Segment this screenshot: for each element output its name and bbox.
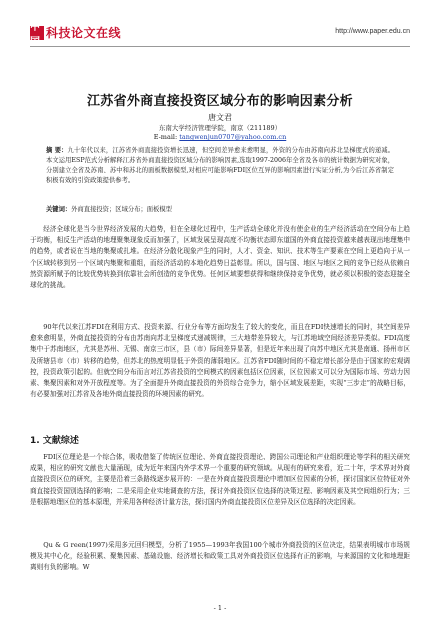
keywords-label: 关键词：	[46, 206, 72, 213]
keywords	[46, 205, 394, 215]
header-divider	[30, 46, 410, 47]
abstract-text: 九十年代以来，江苏省外商直接投资增长迅速，但空间差异愈来愈明显，外资的分布由苏南向苏北呈梯度式的递减。本文运用ESP范式分析解释江苏省外商直接投资区域分布的影响因素,选取1997-2006年全省及各市的统计数据为研究对象，分别建立全省及苏南、苏中和苏北的面板数据模型,对相应可能影响FDI区位互异的影响因素进行实证分析,为今后江苏省制定积极有效的引资政策提供参考。	[46, 147, 394, 184]
page-header	[30, 21, 410, 48]
body-paragraph-1: 经济全球化是当今世界经济发展的大趋势，但在全球化过程中，生产活动全球化并没有使企业的生产经济活动在空间分布上趋于均衡，相反生产活动的地理聚集现象反而加强了，区域发展呈现高度不均衡状态即东道国的外商直接投资越来越表现出地理集中的趋势，或者说在当地的集聚或扎堆。在经济分散化现象产生的同时，人才、资金、知识、技术等生产要素在空间上更趋向于从一个区域转移到另一个区域内集聚和重组，而经济活动的本地化趋势日益彰显。所以，国与国、地区与地区之间的竞争已经从依赖自然资源所赋予的比较优势转换到依靠社会所创造的竞争优势。任何区域要想获得和继续保持竞争优势，就必须以积极的姿态迎接全球化的挑战。	[30, 225, 410, 290]
body-paragraph-3: FDI区位理论是一个综合体，吸收借鉴了传统区位理论、外商直接投资理论、跨国公司理论和产业组织理论等学科的相关研究成果，相应的研究文献也大量涌现，成为近年来国内外学术界一个重要的研究领域。从现有的研究来看，近二十年，学术界对外商直接投资区位的研究，主要是沿着三条路线逐步展开的：一是在外商直接投资理论中增加区位因素的分析，探讨国家区位特征对外商直接投资国别选择的影响；二是采用企业实地调查的方法，探讨外商投资区位选择的决策过程、影响因素及其空间组织行为；三是根据地理区位的基本原理，并采用各种经济计量方法，探讨国内外商直接投资区位差异及区位选择的决定因素。	[30, 453, 410, 506]
author-affiliation: 东南大学经济管理学院，南京（211189）	[158, 124, 282, 132]
email-link[interactable]: tangwenjun0707@yahoo.com.cn	[179, 133, 287, 141]
logo-mark: 中国	[30, 26, 44, 40]
section-heading: 1. 文献综述	[30, 436, 79, 446]
body-paragraph-4: Qu & G reen(1997)采用多元回归模型，分析了1955—1993年我国100个城市外商投资的区位决定，结果表明城市市场规模及其中心化，经验积累、聚集因素、基础设施、经济增长和政策工具对外商投资区位选择有正的影响，与来源国的文化和地理距离则有负的影响。W	[30, 541, 410, 572]
author-email-line	[30, 133, 410, 141]
logo-text: 科技论文在线	[46, 26, 122, 40]
keywords-text: 外商直接投资；区域分布；面板模型	[71, 206, 172, 213]
paper-title: 江苏省外商直接投资区域分布的影响因素分析	[86, 94, 353, 109]
abstract-label: 摘 要：	[46, 147, 68, 154]
site-logo[interactable]	[30, 21, 122, 48]
page-number: - 1 -	[213, 604, 227, 612]
abstract	[46, 146, 394, 186]
paper-author: 唐文君	[208, 113, 232, 122]
email-label: E-mail:	[153, 133, 180, 141]
body-paragraph-2: 90年代以来江苏FDI在利用方式、投资来源、行业分布等方面均发生了较大的变化，而且在FDI快速增长的同时，其空间差异愈来愈明显，外商直接投资的分布由苏南向苏北呈梯度式递减规律，三大地带差异较大，与江苏地域空间经济差异类似。FDI高度集中于苏南地区，尤其是苏州、无锡、南京三市区，县（市）际间差异显著，但是近年来出现了向苏中地区尤其是南通、扬州市区及所辖县市（市）转移的趋势，但苏北的热度明显低于外资的薄弱地区。江苏省FDI随时间的不稳定增长部分是由于国家的宏观调控，投资政策引起的。但就空间分布而言对江苏省投资的空间模式的因素包括区位因素，区位因素又可以分为国际市场、劳动力因素、集聚因素和对外开放程度等。为了全面提升外商直接投资的外资综合竞争力，缩小区域发展差距，实现“三步走”的战略目标，有必要加强对江苏省及各地外商直接投资的环境因素的研究。	[30, 323, 410, 399]
site-url[interactable]: http://www.paper.edu.cn	[335, 28, 410, 35]
